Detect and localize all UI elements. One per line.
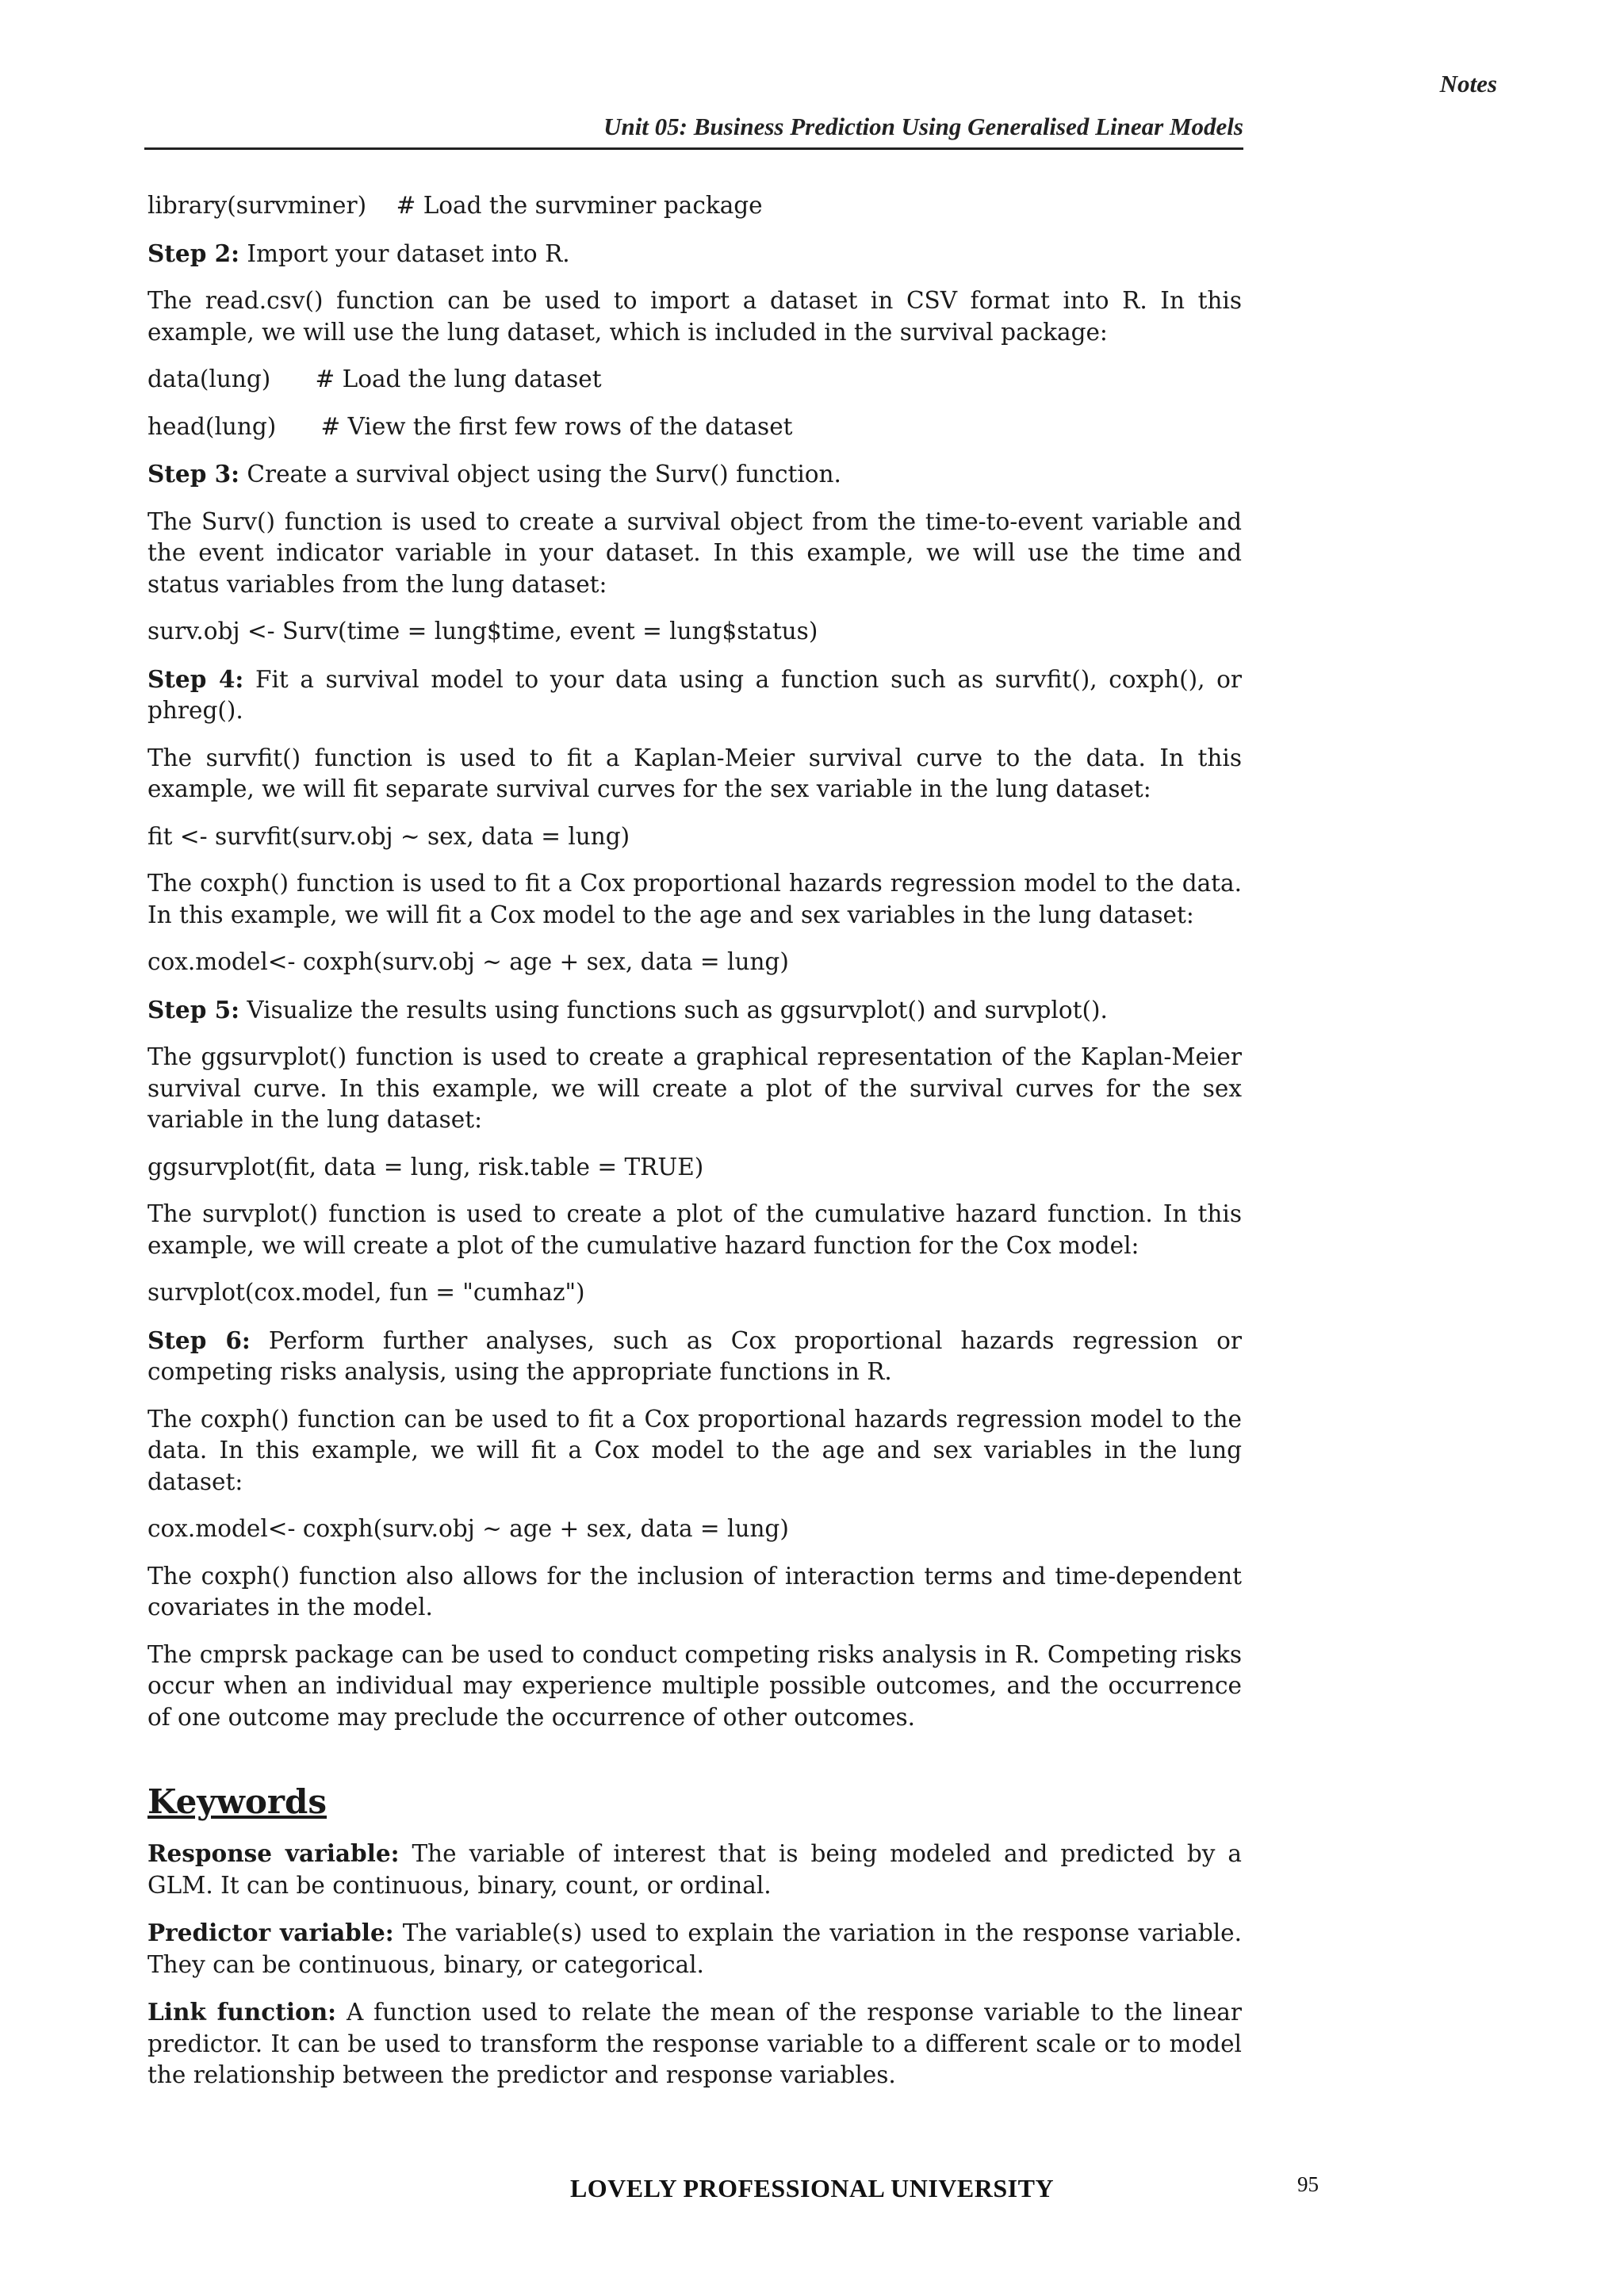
survfit-paragraph: The survfit() function is used to fit a Kaplan-Meier survival curve to the data. In this example, we will fit separate survival curves for the sex variable in the lung dataset:	[147, 744, 1242, 802]
keyword-definition: A function used to relate the mean of the response variable to the linear predictor. It can be used to transform the response variable to a different scale or to model the relationship between the predictor and response variables.	[147, 1999, 1242, 2088]
code-line-cox-model-1: cox.model<- coxph(surv.obj ~ age + sex, data = lung)	[147, 948, 789, 975]
running-header	[144, 113, 1243, 150]
step-2-paragraph	[147, 238, 1242, 270]
step-3-label: Step 3:	[147, 460, 240, 488]
step-3-paragraph	[147, 458, 1242, 491]
step-6-paragraph	[147, 1325, 1242, 1388]
keyword-term: Predictor variable:	[147, 1919, 394, 1946]
keyword-definition: The variable of interest that is being modeled and predicted by a GLM. It can be continuous, binary, count, or ordinal.	[147, 1840, 1242, 1899]
step-5-paragraph	[147, 994, 1242, 1027]
code-line-survplot: survplot(cox.model, fun = "cumhaz")	[147, 1279, 585, 1306]
survplot-paragraph: The survplot() function is used to create a plot of the cumulative hazard function. In this example, we will create a plot of the cumulative hazard function for the Cox model:	[147, 1200, 1242, 1259]
code-line-data-lung: data(lung) # Load the lung dataset	[147, 365, 602, 392]
code-line-load-survminer: library(survminer) # Load the survminer package	[147, 192, 763, 219]
keyword-definition: The variable(s) used to explain the variation in the response variable. They can be continuous, binary, or categorical.	[147, 1919, 1243, 1978]
keyword-response-variable	[147, 1838, 1242, 1901]
footer-university: LOVELY PROFESSIONAL UNIVERSITY	[569, 2174, 1055, 2202]
step-6-label: Step 6:	[147, 1326, 251, 1354]
step-6-text: Perform further analyses, such as Cox proportional hazards regression or competing risks analysis, using the appropriate functions in R.	[147, 1326, 1242, 1385]
code-line-cox-model-2: cox.model<- coxph(surv.obj ~ age + sex, data = lung)	[147, 1515, 789, 1542]
step-5-label: Step 5:	[147, 995, 240, 1024]
coxph-paragraph-1: The coxph() function is used to fit a Cox proportional hazards regression model to the data. In this example, we will fit a Cox model to the age and sex variables in the lung dataset:	[147, 870, 1242, 928]
code-line-ggsurvplot: ggsurvplot(fit, data = lung, risk.table = TRUE)	[147, 1153, 704, 1181]
keyword-term: Link function:	[147, 1998, 337, 2026]
page-body	[147, 190, 1242, 2107]
code-line-surv-obj: surv.obj <- Surv(time = lung$time, event = lung$status)	[147, 618, 818, 645]
readcsv-paragraph: The read.csv() function can be used to import a dataset in CSV format into R. In this example, we will use the lung dataset, which is included in the survival package:	[147, 287, 1242, 346]
code-line-head-lung: head(lung) # View the first few rows of the dataset	[147, 412, 793, 440]
page-number: 95	[1297, 2172, 1319, 2196]
step-2-text: Import your dataset into R.	[239, 239, 570, 267]
step-4-text: Fit a survival model to your data using a function such as survfit(), coxph(), or phreg().	[147, 665, 1242, 724]
keyword-link-function	[147, 1996, 1242, 2091]
step-3-text: Create a survival object using the Surv() function.	[239, 461, 841, 488]
running-header-title: Unit 05: Business Prediction Using Generalised Linear Models	[603, 113, 1243, 140]
keyword-predictor-variable	[147, 1917, 1242, 1980]
step-2-label: Step 2:	[147, 239, 240, 267]
step-5-text: Visualize the results using functions such as ggsurvplot() and survplot().	[239, 996, 1108, 1024]
code-line-fit: fit <- survfit(surv.obj ~ sex, data = lung)	[147, 822, 630, 850]
step-4-label: Step 4:	[147, 664, 244, 693]
margin-notes-label: Notes	[1439, 70, 1497, 98]
cmprsk-paragraph: The cmprsk package can be used to conduct competing risks analysis in R. Competing risks occur when an individual may experience multiple possible outcomes, and the occurrence of one outcome may preclude the occurrence of other outcomes.	[147, 1640, 1242, 1731]
step-4-paragraph	[147, 664, 1242, 727]
keyword-term: Response variable:	[147, 1839, 400, 1867]
coxph-paragraph-2: The coxph() function can be used to fit a Cox proportional hazards regression model to the data. In this example, we will fit a Cox model to the age and sex variables in the lung dataset:	[147, 1405, 1242, 1495]
coxph-paragraph-3: The coxph() function also allows for the inclusion of interaction terms and time-dependent covariates in the model.	[147, 1562, 1242, 1621]
surv-paragraph: The Surv() function is used to create a survival object from the time-to-event variable and the event indicator variable in your dataset. In this example, we will use the time and status variables from the lung dataset:	[147, 507, 1242, 598]
ggsurvplot-paragraph: The ggsurvplot() function is used to create a graphical representation of the Kaplan-Meier survival curve. In this example, we will create a plot of the survival curves for the sex variable in the lung dataset:	[147, 1043, 1242, 1133]
keywords-heading: Keywords	[147, 1782, 327, 1821]
